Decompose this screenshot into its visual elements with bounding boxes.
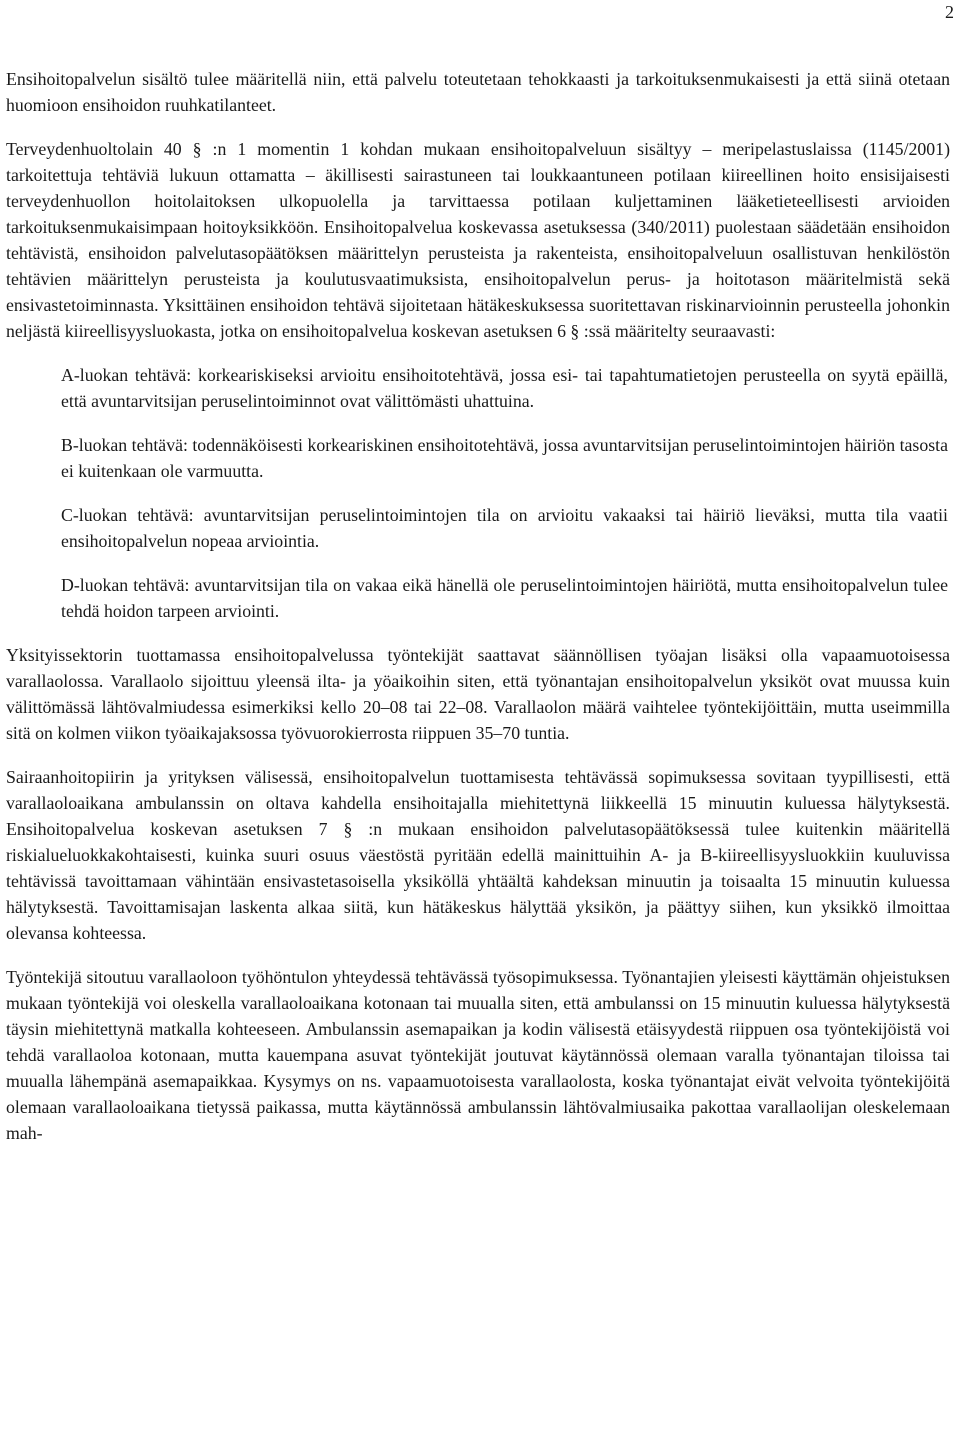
- category-a-item: A-luokan tehtävä: korkeariskiseksi arvioitu ensihoitotehtävä, jossa esi- tai tapahtumatietojen perusteella on syytä epäillä, että avuntarvitsijan peruselintoiminnot ovat välittömästi uhattuina.: [61, 365, 948, 411]
- category-c-item: C-luokan tehtävä: avuntarvitsijan peruselintoimintojen tila on arvioitu vakaaksi tai häiriö lieväksi, mutta tila vaatii ensihoitopalvelun nopeaa arviointia.: [61, 505, 948, 551]
- document-body: [6, 66, 950, 1146]
- category-d-item: D-luokan tehtävä: avuntarvitsijan tila on vakaa eikä hänellä ole peruselintoimintojen häiriötä, mutta ensihoitopalvelun tulee tehdä hoidon tarpeen arviointi.: [61, 575, 948, 621]
- category-b-item: B-luokan tehtävä: todennäköisesti korkeariskinen ensihoitotehtävä, jossa avuntarvitsijan peruselintoimintojen häiriön tasosta ei kuitenkaan ole varmuutta.: [61, 435, 948, 481]
- paragraph-tyontekija: Työntekijä sitoutuu varallaoloon työhöntulon yhteydessä tehtävässä työsopimuksessa. Työnantajien yleisesti käyttämän ohjeistuksen mukaan työntekijä voi oleskella varallaoloaikana kotonaan tai muualla siten, että ambulanssi on 15 minuutin kuluessa hälytyksestä täysin miehitettynä matkalla kohteeseen. Ambulanssin asemapaikan ja kodin välisestä etäisyydestä riippuen osa työntekijöistä voi tehdä varallaoloa kotonaan, mutta kauempana asuvat työntekijät joutuvat käytännössä olemaan varalla työnantajan tiloissa tai muualla lähempänä asemapaikkaa. Kysymys on ns. vapaamuotoisesta varallaolosta, koska työnantajat eivät velvoita työntekijöitä olemaan varallaoloaikana tietyssä paikassa, mutta käytännössä ambulanssin lähtövalmiusaika pakottaa varallaolijan oleskelemaan mah-: [6, 967, 950, 1143]
- paragraph-terveydenhuoltolaki: Terveydenhuoltolain 40 § :n 1 momentin 1 kohdan mukaan ensihoitopalveluun sisältyy – meripelastuslaissa (1145/2001) tarkoitettuja tehtäviä lukuun ottamatta – äkillisesti sairastuneen tai loukkaantuneen potilaan kiireellinen hoito ensisijaisesti terveydenhuollon hoitolaitoksen ulkopuolella ja tarvittaessa potilaan kuljettaminen lääketieteellisesti arvioiden tarkoituksenmukaisimpaan hoitoyksikköön. Ensihoitopalvelua koskevassa asetuksessa (340/2011) puolestaan säädetään ensihoidon tehtävistä, ensihoidon palvelutasopäätöksen määrittelyn perusteista ja rakenteista, ensihoitopalveluun osallistuvan henkilöstön tehtävien määrittelyn perusteista ja koulutusvaatimuksista, ensihoitopalvelun perus- ja hoitotason määritelmistä sekä ensivastetoiminnasta. Yksittäinen ensihoidon tehtävä sijoitetaan hätäkeskuksessa suoritettavan riskinarvioinnin perusteella johonkin neljästä kiireellisyysluokasta, jotka on ensihoitopalvelua koskevan asetuksen 6 § :ssä määritelty seuraavasti:: [6, 139, 950, 341]
- paragraph-intro: Ensihoitopalvelun sisältö tulee määritellä niin, että palvelu toteutetaan tehokkaasti ja tarkoituksenmukaisesti ja että siinä otetaan huomioon ensihoidon ruuhkatilanteet.: [6, 69, 950, 115]
- page-number: 2: [945, 2, 954, 22]
- paragraph-sairaanhoitopiiri: Sairaanhoitopiirin ja yrityksen välisessä, ensihoitopalvelun tuottamisesta tehtävässä sopimuksessa sovitaan tyypillisesti, että varallaoloaikana ambulanssin on oltava kahdella ensihoitajalla miehitettynä liikkeellä 15 minuutin kuluessa hälytyksestä. Ensihoitopalvelua koskevan asetuksen 7 § :n mukaan ensihoidon palvelutasopäätöksessä tulee kuitenkin määritellä riskialueluokkakohtaisesti, kuinka suuri osuus väestöstä pyritään edellä mainittuihin A- ja B-kiireellisyysluokkiin kuuluvissa tehtävissä tavoittamaan vähintään ensivastetasoisella yksiköllä yhtäältä kahdeksan minuutin ja toisaalta 15 minuutin kuluessa hälytyksestä. Tavoittamisajan laskenta alkaa siitä, kun hätäkeskus hälyttää yksikön, ja päättyy siihen, kun yksikkö ilmoittaa olevansa kohteessa.: [6, 767, 950, 943]
- paragraph-yksityissektori: Yksityissektorin tuottamassa ensihoitopalvelussa työntekijät saattavat säännöllisen työajan lisäksi olla vapaamuotoisessa varallaolossa. Varallaolo sijoittuu yleensä ilta- ja yöaikoihin siten, että työnantajan ensihoitopalvelun yksiköt ovat muussa kuin välittömässä lähtövalmiudessa esimerkiksi kello 20–08 tai 22–08. Varallaolon määrä vaihtelee työntekijöittäin, mutta useimmilla sitä on kolmen viikon työaikajaksossa työvuorokierrosta riippuen 35–70 tuntia.: [6, 645, 950, 743]
